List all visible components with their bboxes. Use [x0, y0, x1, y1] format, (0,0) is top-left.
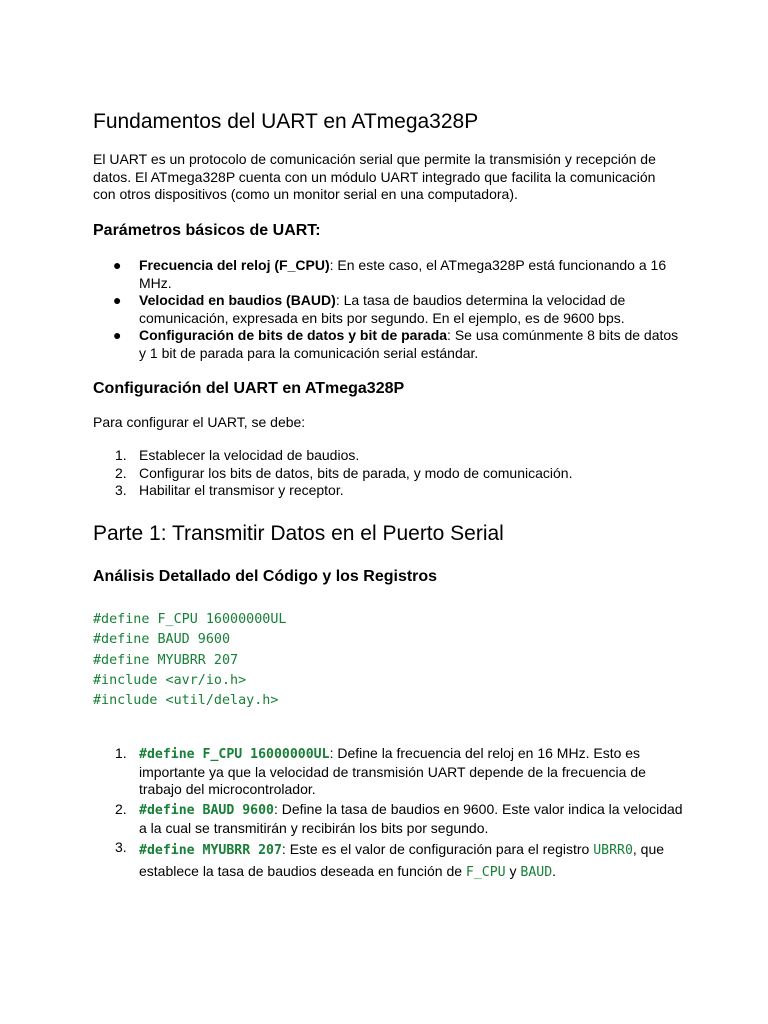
param-desc: : Se usa comúnmente 8 bits de datos y 1 bit de parada para la comunicación serial estándar. [139, 327, 679, 361]
config-step [93, 465, 693, 483]
params-list-item [93, 257, 693, 292]
params-list-item [93, 292, 693, 327]
list-number: 1. [115, 745, 127, 761]
list-number: 3. [115, 482, 127, 498]
bullet-marker: ● [113, 327, 122, 343]
code-snippet: #define BAUD 9600 [139, 803, 274, 818]
page-title: Fundamentos del UART en ATmega328P [93, 110, 479, 133]
step-text: Habilitar el transmisor y receptor. [139, 482, 344, 498]
intro-paragraph: El UART es un protocolo de comunicación serial que permite la transmisión y recepción de datos. El ATmega328P cuenta con un módulo UART integrado que facilita la comunicación con otros dispositivos (como un monitor serial en una computadora). [93, 151, 656, 203]
param-term: Velocidad en baudios (BAUD) [139, 292, 336, 308]
part1-heading: Parte 1: Transmitir Datos en el Puerto Serial [93, 522, 504, 545]
params-heading: Parámetros básicos de UART: [93, 222, 321, 239]
fcpu-code: F_CPU [465, 865, 506, 880]
list-number: 2. [115, 801, 127, 817]
conjunction-text: y [505, 863, 521, 879]
list-number: 3. [115, 839, 127, 855]
bullet-marker: ● [113, 292, 122, 308]
code-snippet: #define F_CPU 16000000UL [139, 747, 330, 762]
step-text: Establecer la velocidad de baudios. [139, 447, 360, 463]
list-number: 1. [115, 447, 127, 463]
explanation-text: , que establece la tasa de baudios deseada en función de [139, 841, 665, 879]
bullet-marker: ● [113, 257, 122, 273]
config-intro: Para configurar el UART, se debe: [93, 414, 306, 430]
config-step [93, 447, 693, 465]
list-number: 2. [115, 465, 127, 481]
part1-subheading: Análisis Detallado del Código y los Registros [93, 568, 438, 585]
explanation-text: : Define la frecuencia del reloj en 16 MHz. Esto es importante ya que la velocidad de transmisión UART depende de la frecuencia de trabajo del microcontrolador. [139, 745, 646, 798]
code-block: #define F_CPU 16000000UL #define BAUD 9600 #define MYUBRR 207 #include <avr/io.h> #include <util/delay.h> [93, 612, 287, 709]
param-term: Frecuencia del reloj (F_CPU) [139, 257, 330, 273]
config-step [93, 482, 693, 500]
register-code: UBRR0 [593, 843, 633, 858]
code-snippet: #define MYUBRR 207 [139, 843, 282, 858]
explanation-item [93, 839, 693, 883]
step-text: Configurar los bits de datos, bits de parada, y modo de comunicación. [139, 465, 573, 481]
explanation-item [93, 801, 693, 837]
explanation-item [93, 745, 693, 799]
config-heading: Configuración del UART en ATmega328P [93, 380, 405, 397]
sentence-end: . [552, 863, 557, 879]
params-list-item [93, 327, 693, 362]
explanation-text: : Define la tasa de baudios en 9600. Este valor indica la velocidad a la cual se transmitirán y recibirán los bits por segundo. [139, 801, 683, 836]
param-term: Configuración de bits de datos y bit de parada [139, 327, 448, 343]
explanation-text: : Este es el valor de configuración para el registro [281, 841, 594, 857]
param-desc: : En este caso, el ATmega328P está funcionando a 16 MHz. [139, 257, 667, 291]
baud-code: BAUD [520, 865, 553, 880]
param-desc: : La tasa de baudios determina la velocidad de comunicación, expresada en bits por segundo. En el ejemplo, es de 9600 bps. [139, 292, 626, 326]
